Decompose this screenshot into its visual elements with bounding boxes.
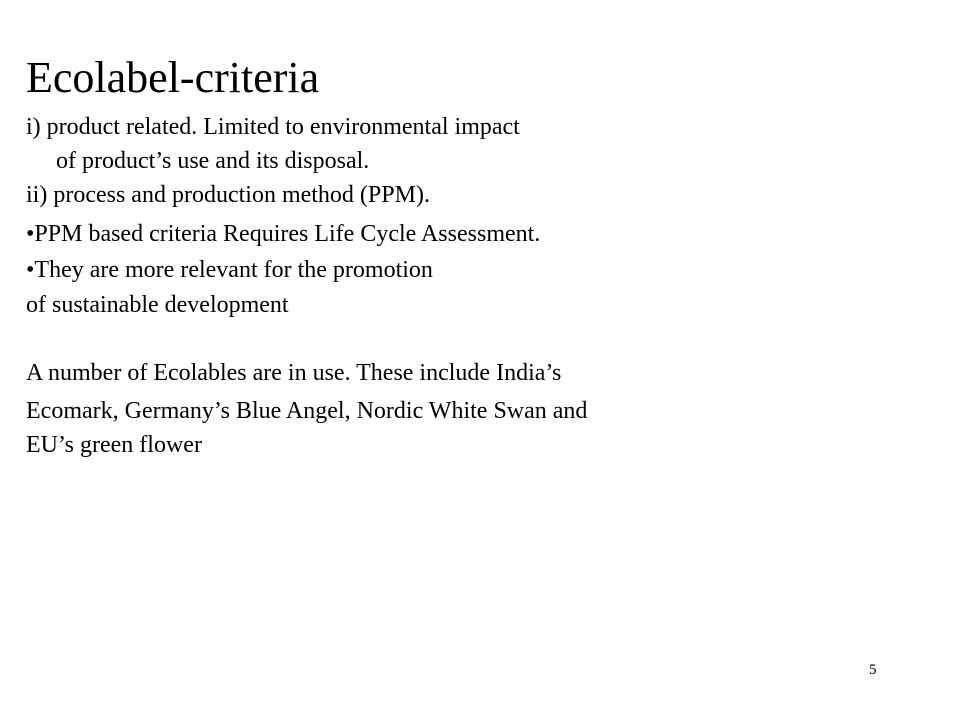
bullet-ppm-lca: •PPM based criteria Requires Life Cycle Assessment.: [26, 221, 541, 247]
ecolabels-paragraph-line-1: A number of Ecolables are in use. These include India’s: [26, 360, 562, 386]
criteria-line-product-related: i) product related. Limited to environmental impact: [26, 114, 520, 140]
criteria-line-ppm: ii) process and production method (PPM).: [26, 182, 430, 208]
ecolabels-paragraph-line-2: Ecomark, Germany’s Blue Angel, Nordic White Swan and: [26, 398, 588, 424]
page-number: 5: [869, 662, 877, 678]
bullet-sustainable-promotion: •They are more relevant for the promotion: [26, 257, 433, 283]
slide-title: Ecolabel-criteria: [26, 53, 320, 102]
ecolabels-paragraph-line-3: EU’s green flower: [26, 432, 202, 458]
criteria-line-product-use-disposal: of product’s use and its disposal.: [56, 148, 370, 174]
sustainable-development-line: of sustainable development: [26, 292, 289, 318]
